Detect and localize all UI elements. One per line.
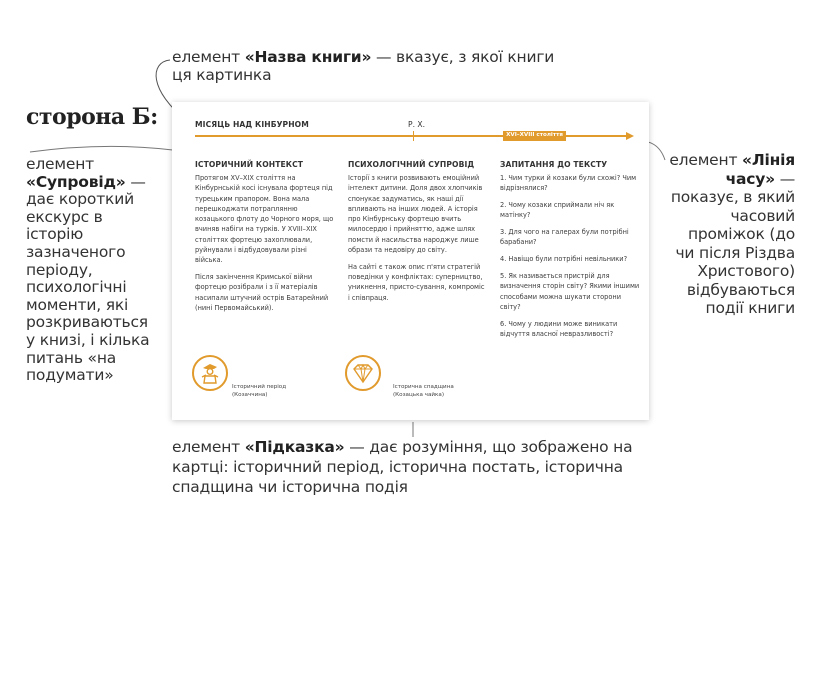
col-questions-heading: ЗАПИТАННЯ ДО ТЕКСТУ [500, 160, 608, 169]
col-psych-support-heading: ПСИХОЛОГІЧНИЙ СУПРОВІД [348, 160, 475, 169]
hint-historical-period: Історичний період (Козаччина) [232, 384, 287, 398]
hint-historical-heritage: Історична спадщина (Козацька чайка) [393, 384, 454, 398]
col-historical-context-heading: ІСТОРИЧНИЙ КОНТЕКСТ [195, 160, 304, 169]
timeline-arrow-icon [626, 132, 634, 140]
col-questions-list [500, 173, 640, 346]
support-annotation: елемент «Супровід» — дає короткий екскурс в історію зазначеного періоду, психологічні моменти, які розкриваються у книзі, і кілька питань «на подумати» [26, 155, 150, 385]
card-side-b [172, 102, 649, 420]
card-book-title: МІСЯЦЬ НАД КІНБУРНОМ [195, 120, 309, 129]
question-item: 4. Навіщо були потрібні невільники? [500, 255, 628, 264]
question-item: 6. Чому у людини може виникати відчуття власної невразливості? [500, 319, 618, 339]
diamond-icon [345, 355, 381, 391]
col-psych-support-text: Історії з книги розвивають емоційний інтелект дитини. Доля двох хлопчиків спонукає задуматись, як наші дії впливають на інших людей. А історія про Кінбурнську фортецю вчить милосердю і прийняттю, адже шлях помсти й насильства народжує лише образи та недовіру до світу. На сайті є також опис п'яти стратегій поведінки у конфліктах: суперництво, уникнення, присто-сування, компроміс і співпраця. [348, 174, 485, 302]
question-item: 5. Як називається пристрій для визначення сторін світу? Якими іншими способами можна шукати сторони світу? [500, 272, 640, 311]
timeline-rx-tick [413, 131, 414, 141]
timeline-period-badge: XVI–XVIII століття [503, 131, 566, 141]
timeline-annotation: елемент «Лінія часу» — показує, в який часовий проміжок (до чи після Різдва Христового) відбуваються події книги [669, 151, 795, 317]
question-item: 2. Чому козаки сприймали ніч як матінку? [500, 201, 615, 220]
book-title-annotation: елемент «Назва книги» — вказує, з якої книги ця картинка [172, 48, 555, 84]
question-item: 3. Для чого на галерах були потрібні барабани? [500, 228, 629, 247]
col-historical-context-text: Протягом XV–XIX століття на Кінбурнській косі існувала фортеця під турецьким прапором. Вона мала перешкоджати потраплянню козацького флоту до Чорного моря, що вчиняв набіги на турків. У XVIII–XIX століттях фортецю захоплювали, руйнували і відбудовували різні війська. Після закінчення Кримської війни фортецю розібрали і з її матеріалів насипали штучний острів Батарейний (нині Первомайський). [195, 174, 334, 313]
timeline-rx-label: Р. Х. [408, 120, 426, 129]
side-title: сторона Б: [26, 104, 158, 130]
question-item: 1. Чим турки й козаки були схожі? Чим відрізнялися? [500, 174, 637, 193]
hint-annotation: елемент «Підказка» — дає розуміння, що зображено на картці: історичний період, історична постать, історична спадщина чи історична подія [172, 438, 633, 496]
cossack-figure-icon [192, 355, 228, 391]
